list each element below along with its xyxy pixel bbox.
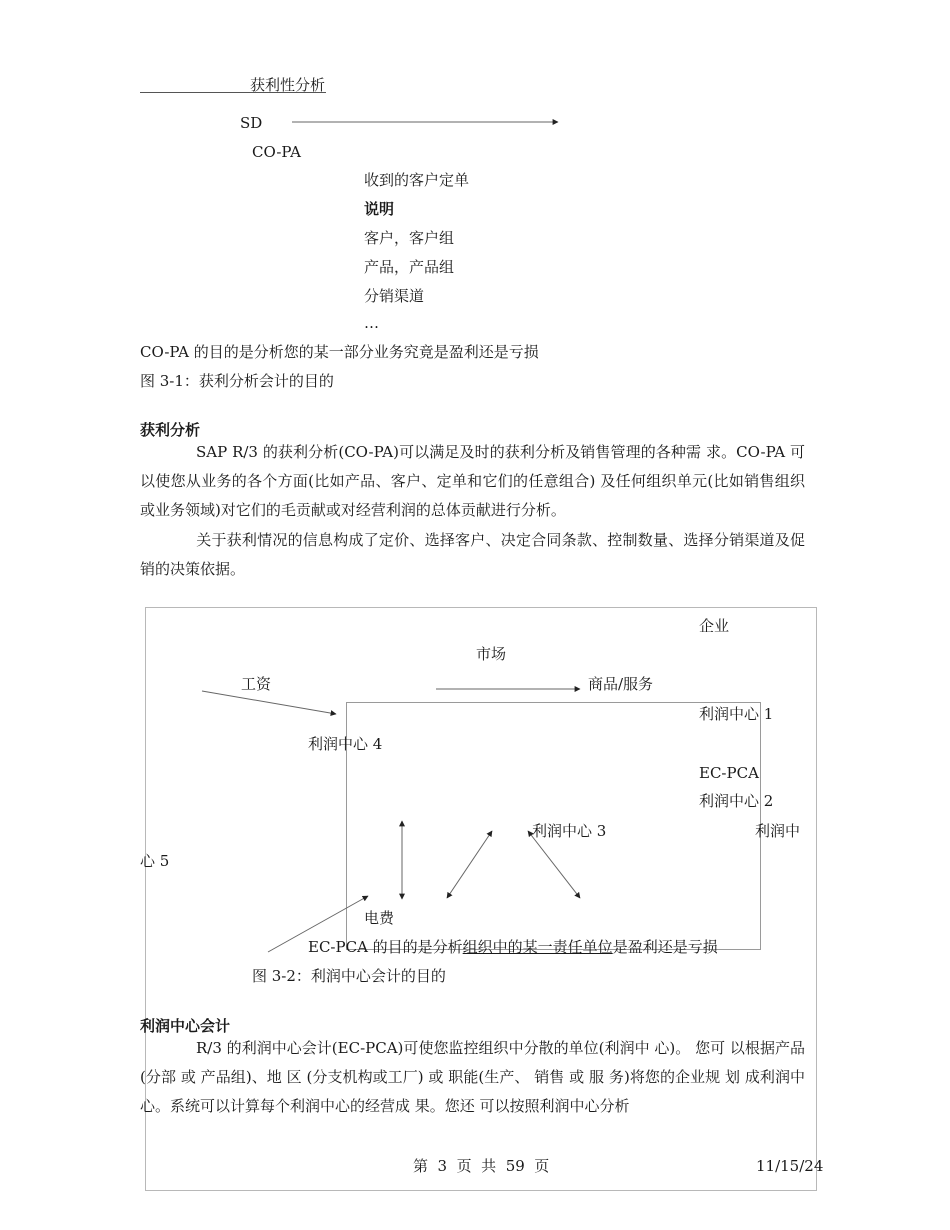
wages-arrow xyxy=(202,691,336,714)
section2-paragraph-1-text: R/3 的利润中心会计(EC-PCA)可使您监控组织中分散的单位(利润中 心)。 您可 以根据产品(分部 或 产品组)、地 区 (分支机构或工厂) 或 职能(生产、 销售 或 服 务)将您的企业规 划 成利润中心。系统可以计算每个利润中心的经营成 果。您还 可以按照利润中心分析 xyxy=(140,1039,805,1115)
fig2-wages-label: 工资 xyxy=(241,675,272,693)
fig1-item-0: 收到的客户定单 xyxy=(364,171,470,189)
diagonal-double-arrow-left xyxy=(447,831,492,898)
fig2-caption-line xyxy=(308,937,718,957)
fig1-caption: 图 3-1：获利分析会计的目的 xyxy=(140,372,334,390)
fig1-item-2: 客户，客户组 xyxy=(364,229,455,247)
fig1-item-5: … xyxy=(364,314,379,332)
fig2-market-label: 市场 xyxy=(476,645,507,663)
fig2-caption-post: 是盈利还是亏损 xyxy=(612,938,718,956)
fig1-sd-label: SD xyxy=(240,114,263,132)
fig2-enterprise-label: 企业 xyxy=(699,617,730,635)
footer-date: 11/15/24 xyxy=(756,1157,824,1175)
fig1-caption-line: CO-PA 的目的是分析您的某一部分业务究竟是盈利还是亏损 xyxy=(140,343,539,361)
fig2-goods-label: 商品/服务 xyxy=(588,675,654,693)
fig2-caption-underlined: 组织中的某一责任单位 xyxy=(462,938,613,956)
fig2-caption-pre: EC-PCA 的目的是分析 xyxy=(308,938,463,956)
section2-paragraph-1 xyxy=(140,1034,805,1121)
diagonal-double-arrow-right xyxy=(528,831,580,898)
fig2-electricity-label: 电费 xyxy=(364,909,395,927)
fig2-ecpca-label: EC-PCA xyxy=(699,764,759,782)
fig2-caption: 图 3-2：利润中心会计的目的 xyxy=(252,967,446,985)
fig1-item-4: 分销渠道 xyxy=(364,287,425,305)
section2-heading: 利润中心会计 xyxy=(140,1017,231,1035)
fig2-pc3-label: 利润中心 3 xyxy=(532,822,607,840)
fig1-header: 获利性分析 xyxy=(250,76,326,94)
fig1-item-1: 说明 xyxy=(364,200,395,218)
fig2-pc5-label-a: 利润中 xyxy=(755,822,801,840)
fig2-pc4-label: 利润中心 4 xyxy=(308,735,383,753)
fig2-pc2-label: 利润中心 2 xyxy=(699,792,774,810)
fig2-pc1-label: 利润中心 1 xyxy=(699,705,774,723)
fig1-item-3: 产品，产品组 xyxy=(364,258,455,276)
fig2-pc5-label-b: 心 5 xyxy=(140,852,170,870)
page-number: 第 3 页 共 59 页 xyxy=(413,1157,550,1175)
section1-paragraph-2-text: 关于获利情况的信息构成了定价、选择客户、决定合同条款、控制数量、选择分销渠道及促销的决策依据。 xyxy=(140,531,805,578)
fig1-copa-label: CO-PA xyxy=(252,143,301,161)
section1-paragraph-1-text: SAP R/3 的获利分析(CO-PA)可以满足及时的获利分析及销售管理的各种需 求。CO-PA 可以使您从业务的各个方面(比如产品、客户、定单和它们的任意组合) 及任何组织单元(比如销售组织或业务领域)对它们的毛贡献或对经营利润的总体贡献进行分析。 xyxy=(140,443,805,519)
section1-heading: 获利分析 xyxy=(140,421,201,439)
